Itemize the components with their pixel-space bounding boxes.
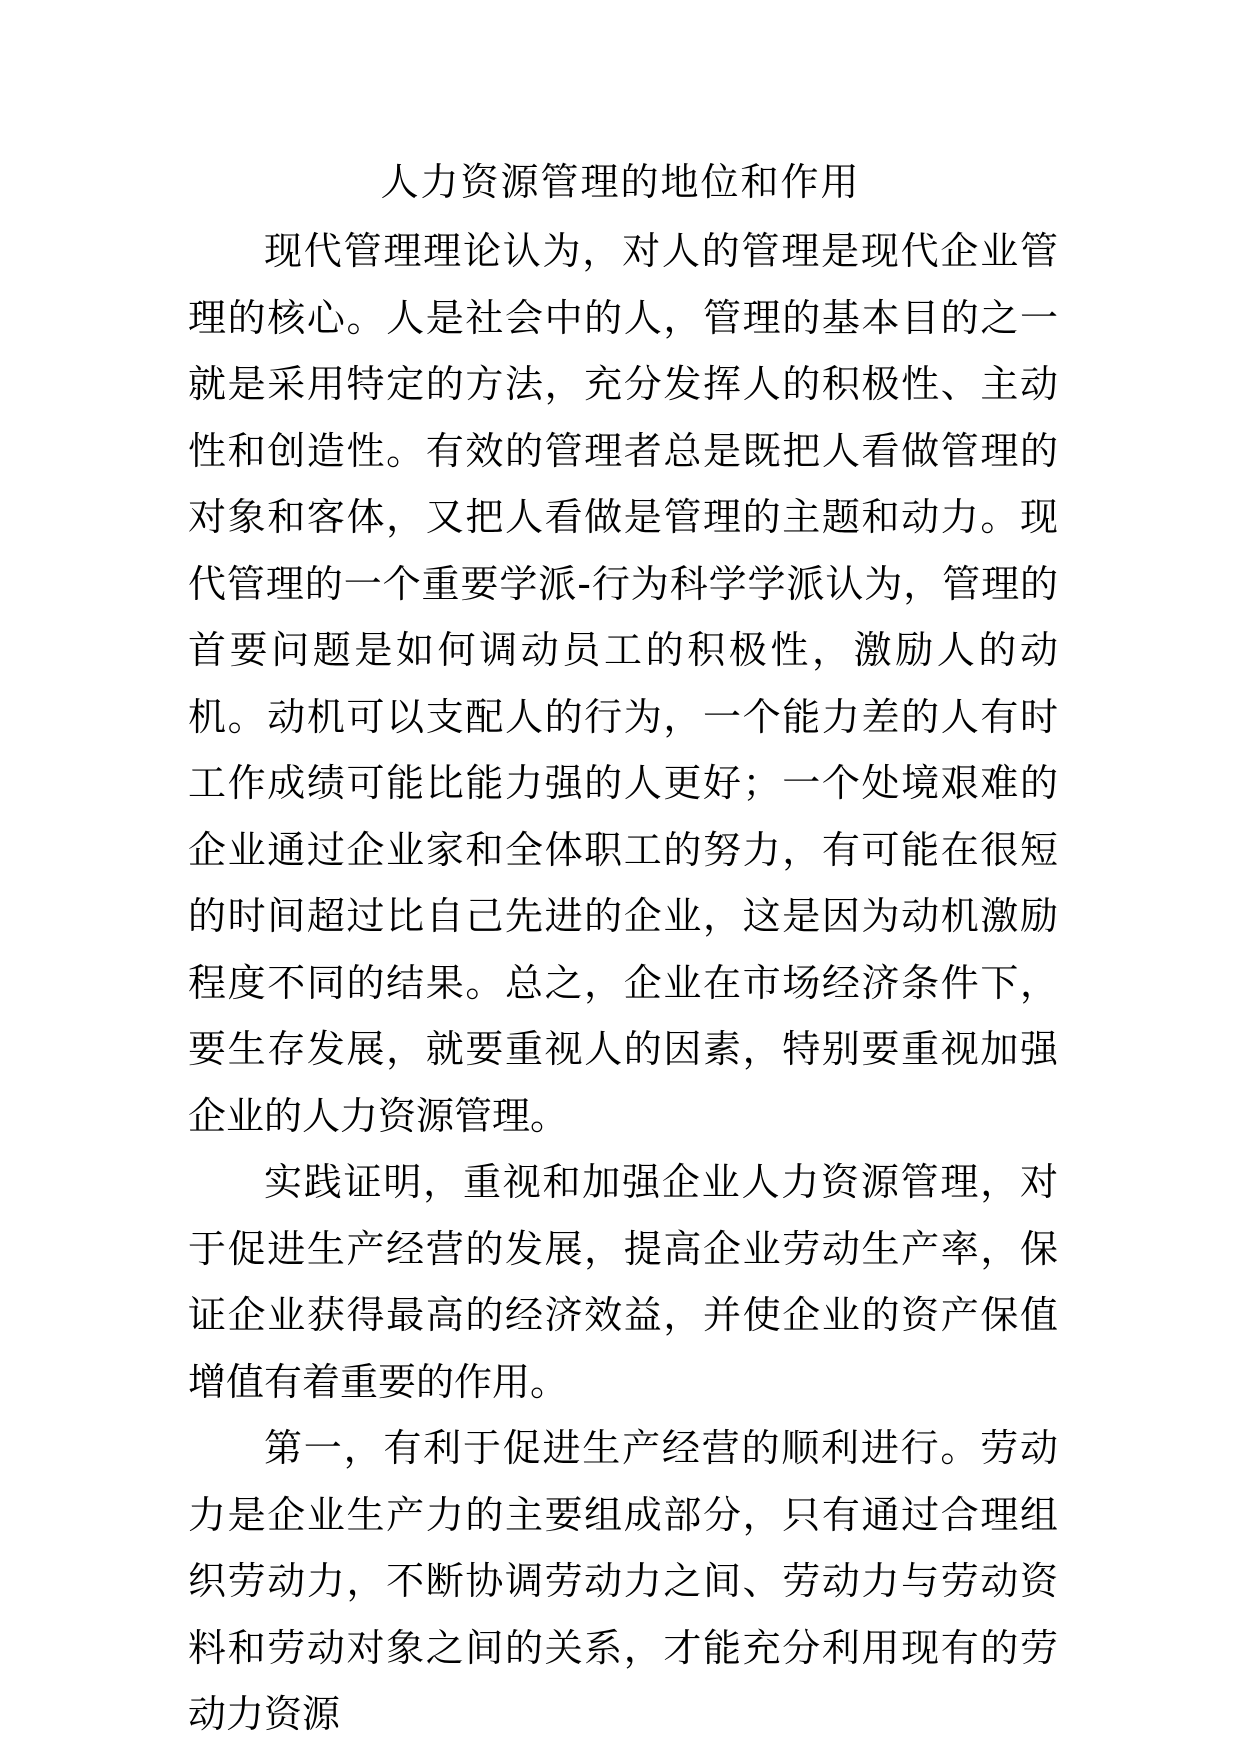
- paragraph: 实践证明，重视和加强企业人力资源管理，对于促进生产经营的发展，提高企业劳动生产率，保证企业获得最高的经济效益，并使企业的资产保值增值有着重要的作用。: [188, 1160, 1058, 1404]
- paragraph: 第一，有利于促进生产经营的顺利进行。劳动力是企业生产力的主要组成部分，只有通过合理组织劳动力，不断协调劳动力之间、劳动力与劳动资料和劳动对象之间的关系，才能充分利用现有的劳动力资源: [188, 1426, 1058, 1736]
- document-title: 人力资源管理的地位和作用: [380, 160, 861, 204]
- document-body: [188, 218, 1058, 1748]
- paragraph: 现代管理理论认为，对人的管理是现代企业管理的核心。人是社会中的人，管理的基本目的之一就是采用特定的方法，充分发挥人的积极性、主动性和创造性。有效的管理者总是既把人看做管理的对象和客体，又把人看做是管理的主题和动力。现代管理的一个重要学派-行为科学学派认为，管理的首要问题是如何调动员工的积极性，激励人的动机。动机可以支配人的行为，一个能力差的人有时工作成绩可能比能力强的人更好；一个处境艰难的企业通过企业家和全体职工的努力，有可能在很短的时间超过比自己先进的企业，这是因为动机激励程度不同的结果。总之，企业在市场经济条件下，要生存发展，就要重视人的因素，特别要重视加强企业的人力资源管理。: [188, 229, 1058, 1138]
